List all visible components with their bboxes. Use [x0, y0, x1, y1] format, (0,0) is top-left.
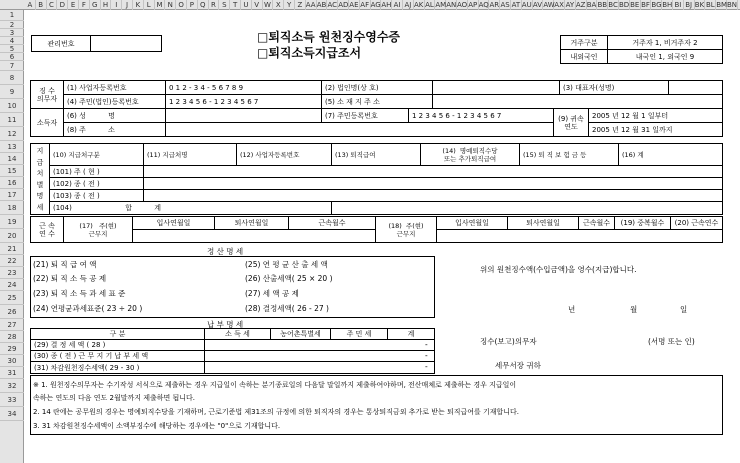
date-year: 년 [568, 305, 576, 314]
pay-header-16: (16) 계 [618, 143, 723, 166]
column-header-u[interactable]: U [241, 0, 252, 10]
period-to[interactable]: 2005 년 12 월 31 일까지 [588, 122, 723, 137]
column-header-aa[interactable]: AA [305, 1, 316, 9]
date-day: 일 [680, 305, 688, 314]
column-header-ao[interactable]: AO [457, 1, 468, 9]
rrn-value[interactable]: 1 2 3 4 5 6 - 1 2 3 4 5 6 7 [408, 108, 554, 123]
row-header-14[interactable]: 14 [0, 153, 24, 165]
service-leave: 퇴사연월일 [214, 216, 289, 230]
column-header-az[interactable]: AZ [575, 1, 586, 9]
column-header-ay[interactable]: AY [565, 1, 575, 9]
form-title-1: □퇴직소득 원천징수영수증 [257, 30, 401, 44]
bizno-label: (1) 사업자등록번호 [63, 80, 166, 95]
pay-row-102: (102) 종 ( 전 ) [49, 177, 144, 190]
column-header-aj[interactable]: AJ [403, 0, 414, 10]
row-header-7[interactable]: 7 [0, 61, 24, 71]
pay-header-14: (14) 명예퇴직수당 또는 추가퇴직급여 [420, 143, 520, 166]
residence-label: 거주구분 [560, 35, 608, 50]
pay-header-11: (11) 지급처명 [143, 143, 237, 166]
pay-section-label: 지 급 처 별 명 세 [30, 143, 50, 215]
year-label: (9) 귀속 연도 [553, 108, 589, 137]
column-header-af[interactable]: AF [360, 1, 370, 9]
row-header-6[interactable]: 6 [0, 53, 24, 61]
tax-row-31-fields[interactable] [204, 361, 435, 374]
service-years: (20) 근속연수 [670, 216, 723, 230]
row-header-4[interactable]: 4 [0, 37, 24, 45]
column-header-j[interactable]: J [122, 0, 133, 10]
column-header-bn[interactable]: BN [727, 1, 738, 9]
note-1b: 속하는 연도의 다음 연도 2월말까지 제출하면 됩니다. [33, 394, 196, 402]
addr-label: (5) 소 재 지 주 소 [321, 94, 433, 109]
note-1: ※ 1. 원천징수의무자는 수기작성 서식으로 제출하는 경우 지급일이 속하는 분기종료일의 다음달 말일까지 제출하여야하며, 전산매체로 제출하는 경우 지급일이 [33, 381, 517, 389]
row-header-17[interactable]: 17 [0, 189, 24, 201]
column-header-z[interactable]: Z [295, 0, 306, 10]
column-header-bar [0, 0, 740, 10]
service-cur-label: (17) 주(현) 근무지 [63, 216, 133, 243]
column-header-bi[interactable]: BI [673, 0, 684, 10]
column-header-ah[interactable]: AH [381, 1, 392, 9]
addr8-label: (8) 주 소 [63, 122, 166, 137]
tax-row-31: (31) 차감원천징수세액( 29 - 30 ) [30, 361, 205, 374]
row-header-18[interactable]: 18 [0, 201, 24, 215]
residence-value[interactable]: 거주자 1, 비거주자 2 [607, 35, 723, 50]
column-header-t[interactable]: T [230, 0, 241, 10]
row-header-23[interactable]: 23 [0, 267, 24, 279]
tax-office: 세무서장 귀하 [495, 361, 541, 370]
row-header-9[interactable]: 9 [0, 85, 24, 99]
rrn-label: (7) 주민등록번호 [321, 108, 409, 123]
row-header-12[interactable]: 12 [0, 127, 24, 141]
service-leave2: 퇴사연월일 [507, 216, 579, 230]
date-month: 월 [630, 305, 638, 314]
column-header-p[interactable]: P [187, 0, 198, 10]
regno-label: (4) 주민(법인)등록번호 [63, 94, 166, 109]
row-header-31[interactable]: 31 [0, 367, 24, 379]
calc-title: 정 산 명 세 [207, 247, 244, 256]
column-header-l[interactable]: L [144, 0, 155, 10]
column-header-o[interactable]: O [176, 0, 187, 10]
tax-header-4: 계 [387, 328, 435, 340]
column-header-as[interactable]: AS [500, 1, 510, 9]
row-header-21[interactable]: 21 [0, 243, 24, 255]
row-header-33[interactable]: 33 [0, 393, 24, 407]
column-header-i[interactable]: I [111, 0, 122, 10]
row-header-29[interactable]: 29 [0, 343, 24, 355]
payer-sign-label: 징수(보고)의무자 [480, 337, 537, 346]
tax-row-29-dash: - [425, 340, 428, 349]
column-header-ar[interactable]: AR [489, 1, 500, 9]
column-header-c[interactable]: C [47, 0, 58, 10]
row-header-27[interactable]: 27 [0, 319, 24, 331]
addr-value[interactable] [432, 94, 723, 109]
pay-header-10: (10) 지급처구분 [49, 143, 144, 166]
column-header-bk[interactable]: BK [694, 1, 705, 9]
column-header-k[interactable]: K [133, 0, 144, 10]
column-header-n[interactable]: N [165, 0, 176, 10]
pay-row-104-fields[interactable] [331, 201, 723, 215]
column-header-ae[interactable]: AE [349, 1, 359, 9]
row-header-3[interactable]: 3 [0, 29, 24, 37]
mgmt-label: 관리번호 [31, 35, 91, 52]
column-header-bd[interactable]: BD [619, 1, 630, 9]
column-header-au[interactable]: AU [521, 1, 532, 9]
calc-left-23: (23) 퇴 직 소 득 과 세 표 준 [33, 289, 126, 298]
pay-header-15: (15) 퇴 직 보 험 금 등 [519, 143, 619, 166]
row-header-1[interactable]: 1 [0, 10, 24, 21]
service-months: 근속월수 [288, 216, 376, 230]
row-header-25[interactable]: 25 [0, 291, 24, 305]
row-header-26[interactable]: 26 [0, 305, 24, 319]
column-header-h[interactable]: H [101, 0, 112, 10]
column-header-s[interactable]: S [219, 0, 230, 10]
service-cur-fields[interactable] [132, 229, 376, 243]
pay-row-101: (101) 주 ( 현 ) [49, 165, 144, 178]
earner-label: 소득자 [30, 108, 64, 137]
service-months2: 근속월수 [578, 216, 615, 230]
row-header-20[interactable]: 20 [0, 229, 24, 243]
bizno-value[interactable]: 0 1 2 - 3 4 - 5 6 7 8 9 [165, 80, 322, 95]
tax-header-1: 소 득 세 [204, 328, 271, 340]
pay-header-13: (13) 퇴직급여 [331, 143, 421, 166]
tax-row-30: (30) 종 ( 전 ) 근 무 지 기 납 부 세 액 [30, 350, 205, 362]
pay-row-104: (104) 합 계 [49, 201, 332, 215]
tax-row-31-dash: - [425, 362, 428, 371]
period-from[interactable]: 2005 년 12 월 1 일부터 [588, 108, 723, 123]
regno-value[interactable]: 1 2 3 4 5 6 - 1 2 3 4 5 6 7 [165, 94, 322, 109]
column-header-ai[interactable]: AI [392, 0, 403, 10]
calc-right-28: (28) 결정세액( 26 - 27 ) [245, 304, 329, 313]
row-header-30[interactable]: 30 [0, 355, 24, 367]
calc-right-25: (25) 연 평 균 산 출 세 액 [245, 260, 328, 269]
column-header-r[interactable]: R [209, 0, 220, 10]
receipt-text: 위의 원천징수액(수입금액)을 영수(지급)합니다. [480, 265, 637, 274]
row-header-8[interactable]: 8 [0, 71, 24, 85]
service-join: 입사연월일 [132, 216, 215, 230]
row-header-13[interactable]: 13 [0, 141, 24, 153]
column-header-bh[interactable]: BH [662, 1, 673, 9]
column-header-ap[interactable]: AP [468, 1, 478, 9]
service-join2: 입사연월일 [436, 216, 508, 230]
column-header-bb[interactable]: BB [597, 1, 608, 9]
row-header-15[interactable]: 15 [0, 165, 24, 177]
service-dup: (19) 중복월수 [614, 216, 671, 230]
calc-right-27: (27) 세 액 공 제 [245, 289, 299, 298]
column-header-ak[interactable]: AK [414, 1, 424, 9]
column-header-an[interactable]: AN [446, 1, 457, 9]
tax-row-29: (29) 결 정 세 액 ( 28 ) [30, 339, 205, 351]
row-header-28[interactable]: 28 [0, 331, 24, 343]
calc-left-24: (24) 연평균과세표준( 23 ÷ 20 ) [33, 304, 143, 313]
service-label: 근 속 연 수 [30, 216, 64, 243]
form-sheet [25, 11, 740, 463]
tax-title: 납 부 명 세 [207, 320, 244, 329]
payer-label: 징 수 의무자 [30, 80, 64, 109]
name-label: (6) 성 명 [63, 108, 166, 123]
tax-row-30-dash: - [425, 351, 428, 360]
calc-left-22: (22) 퇴 직 소 득 공 제 [33, 274, 107, 283]
column-header-b[interactable]: B [36, 0, 47, 10]
service-prev-label: (18) 주(현) 근무지 [375, 216, 437, 243]
column-header-a[interactable]: A [25, 0, 36, 10]
column-header-ac[interactable]: AC [327, 1, 338, 9]
tax-header-2: 농어촌특별세 [270, 328, 331, 340]
note-2: 2. 14 란에는 공무원의 경우는 명예퇴직수당을 기재하며, 근로기준법 제31조의 규정에 의한 퇴직자의 경우는 통상퇴직금외 추가로 받는 퇴직급여를 기재합니다. [33, 408, 520, 416]
column-header-ad[interactable]: AD [338, 1, 349, 9]
ceo-label: (3) 대표자(성명) [559, 80, 669, 95]
pay-row-103: (103) 종 ( 전 ) [49, 189, 144, 202]
row-header-22[interactable]: 22 [0, 255, 24, 267]
column-header-bf[interactable]: BF [641, 1, 650, 9]
form-title-2: □퇴직소득지급조서 [257, 46, 362, 60]
tax-header-0: 구 분 [30, 328, 205, 340]
column-header-f[interactable]: F [79, 0, 90, 10]
sign-note: (서명 또는 인) [648, 337, 695, 346]
column-header-d[interactable]: D [57, 0, 68, 10]
note-3: 3. 31 차감원천징수세액이 소액부징수에 해당하는 경우에는 "0"으로 기재합니다. [33, 422, 281, 430]
column-header-bm[interactable]: BM [716, 1, 728, 9]
mgmt-value[interactable] [90, 35, 162, 52]
column-header-ab[interactable]: AB [316, 1, 327, 9]
column-header-bj[interactable]: BJ [684, 0, 695, 10]
column-header-aq[interactable]: AQ [478, 1, 489, 9]
row-header-10[interactable]: 10 [0, 99, 24, 113]
service-prev-fields[interactable] [436, 229, 723, 243]
row-header-32[interactable]: 32 [0, 379, 24, 393]
column-header-bc[interactable]: BC [608, 1, 618, 9]
column-header-v[interactable]: V [252, 0, 263, 10]
calc-left-21: (21) 퇴 직 급 여 액 [33, 260, 97, 269]
column-header-bl[interactable]: BL [705, 1, 715, 9]
row-header-19[interactable]: 19 [0, 215, 24, 229]
nationality-value[interactable]: 내국인 1, 외국인 9 [607, 49, 723, 64]
row-header-16[interactable]: 16 [0, 177, 24, 189]
column-header-w[interactable]: W [263, 0, 274, 10]
column-header-ba[interactable]: BA [586, 1, 597, 9]
column-header-av[interactable]: AV [532, 1, 543, 9]
ceo-value[interactable] [668, 80, 723, 95]
row-header-bar [0, 10, 24, 463]
column-header-am[interactable]: AM [435, 1, 447, 9]
corp-value[interactable] [432, 80, 560, 95]
calc-right-26: (26) 산출세액( 25 × 20 ) [245, 274, 333, 283]
corp-label: (2) 법인명(상 호) [321, 80, 433, 95]
column-header-q[interactable]: Q [198, 0, 209, 10]
column-header-at[interactable]: AT [511, 1, 521, 9]
column-header-y[interactable]: Y [284, 0, 295, 10]
addr8-value[interactable] [165, 122, 554, 137]
column-header-g[interactable]: G [90, 0, 101, 10]
column-header-bg[interactable]: BG [651, 1, 662, 9]
tax-header-3: 주 민 세 [330, 328, 388, 340]
column-header-aw[interactable]: AW [543, 1, 555, 9]
row-header-34[interactable]: 34 [0, 407, 24, 421]
column-header-x[interactable]: X [273, 0, 284, 10]
row-header-11[interactable]: 11 [0, 113, 24, 127]
name-value[interactable] [165, 108, 322, 123]
column-header-be[interactable]: BE [630, 1, 640, 9]
row-header-2[interactable]: 2 [0, 21, 24, 29]
column-header-ag[interactable]: AG [370, 1, 381, 9]
row-header-5[interactable]: 5 [0, 45, 24, 53]
column-header-ax[interactable]: AX [554, 1, 564, 9]
column-header-m[interactable]: M [155, 0, 166, 10]
column-header-al[interactable]: AL [425, 1, 434, 9]
row-header-24[interactable]: 24 [0, 279, 24, 291]
column-header-e[interactable]: E [68, 0, 79, 10]
pay-header-12: (12) 사업자등록번호 [236, 143, 332, 166]
nationality-label: 내외국인 [560, 49, 608, 64]
